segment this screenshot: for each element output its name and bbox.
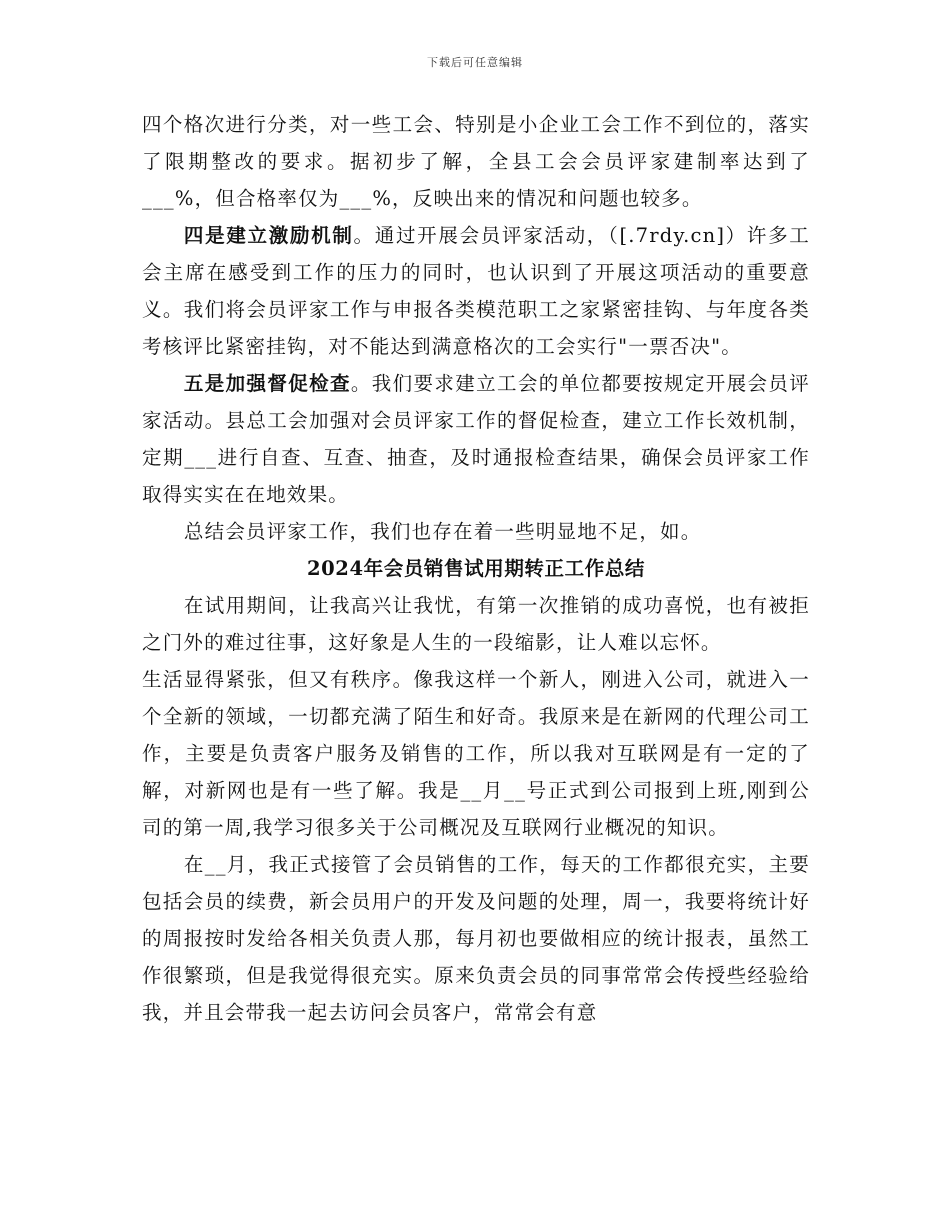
- paragraph-supervision: [142, 365, 810, 513]
- paragraph-new-field: 生活显得紧张，但又有秩序。像我这样一个新人，刚进入公司，就进入一个全新的领域，一切都充满了陌生和好奇。我原来是在新网的代理公司工作，主要是负责客户服务及销售的工作，所以我对互联网是有一定的了解，对新网也是有一些了解。我是__月__号正式到公司报到上班,刚到公司的第一周,我学习很多关于公司概况及互联网行业概况的知识。: [142, 668, 810, 839]
- paragraph-probation-intro: 在试用期间，让我高兴让我忧，有第一次推销的成功喜悦，也有被拒之门外的难过往事，这好象是人生的一段缩影，让人难以忘怀。: [142, 594, 810, 654]
- paragraph-lead-supervision: 五是加强督促检查: [183, 372, 351, 395]
- paragraph-shortcomings: 总结会员评家工作，我们也存在着一些明显地不足，如。: [183, 520, 702, 543]
- paragraph-incentive-mechanism: [142, 217, 810, 365]
- paragraph-classification: 四个格次进行分类，对一些工会、特别是小企业工会工作不到位的，落实了限期整改的要求。据初步了解，全县工会会员评家建制率达到了___%，但合格率仅为___%，反映出来的情况和问题也较多。: [142, 113, 810, 210]
- paragraph-lead-incentive: 四是建立激励机制: [183, 224, 354, 247]
- paragraph-body-incentive: 。通过开展会员评家活动，（[.7rdy.cn]）许多工会主席在感受到工作的压力的同时，也认识到了开展这项活动的重要意义。我们将会员评家工作与申报各类模范职工之家紧密挂钩、与年度各类考核评比紧密挂钩，对不能达到满意格次的工会实行"一票否决"。: [142, 224, 810, 358]
- page-header-note: 下载后可任意编辑: [427, 56, 523, 69]
- paragraph-member-sales: 在__月，我正式接管了会员销售的工作，每天的工作都很充实，主要包括会员的续费，新会员用户的开发及问题的处理，周一，我要将统计好的周报按时发给各相关负责人那，每月初也要做相应的统计报表，虽然工作很繁琐，但是我觉得很充实。原来负责会员的同事常常会传授些经验给我，并且会带我一起去访问会员客户，常常会有意: [142, 853, 810, 1024]
- section-title: 2024年会员销售试用期转正工作总结: [306, 557, 646, 580]
- paragraph-body-supervision: 。我们要求建立工会的单位都要按规定开展会员评家活动。县总工会加强对会员评家工作的督促检查，建立工作长效机制，定期___进行自查、互查、抽查，及时通报检查结果，确保会员评家工作取得实实在在地效果。: [142, 372, 810, 506]
- document-body: [142, 106, 810, 1031]
